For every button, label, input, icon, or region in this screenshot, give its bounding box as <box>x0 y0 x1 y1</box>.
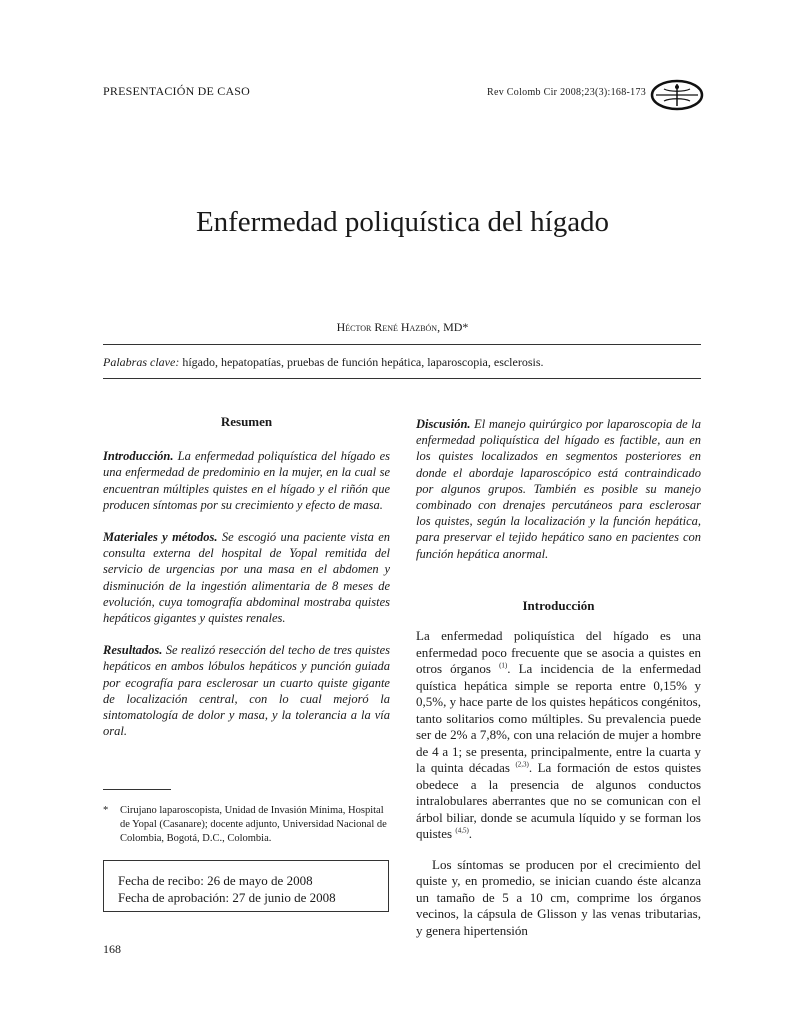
citation-ref: (2,3) <box>515 760 529 769</box>
abstract-intro-text: La enfermedad poliquística del hígado es una enfermedad de predominio en la mujer, en la cual se encuentran múltiples quistes en el hígado y el riñón que producen síntomas por su crecimiento y efecto de masa. <box>103 449 390 512</box>
section-label: PRESENTACIÓN DE CASO <box>103 84 251 98</box>
right-column <box>416 416 701 939</box>
author-footnote <box>103 804 390 846</box>
abstract-discussion <box>416 416 701 562</box>
journal-logo-icon <box>650 78 704 112</box>
intro-text-c: . La formación de estos quistes obedece a la presencia de algunos conductos intralobulares aberrantes que no se comunican con el árbol biliar, donde se acumula líquido y se forman los quistes <box>416 760 702 842</box>
footnote-divider <box>103 789 171 790</box>
abstract-discussion-text: El manejo quirúrgico por laparoscopia de la enfermedad poliquística del hígado es factible, aun en los quistes localizados en segmentos posteriores en donde el abordaje laparoscópico está contraindicado por algunos grupos. También es posible su manejo combinado con drenajes percutáneos para esclerosar los quistes, según la localización y la función hepática, para preservar el tejido hepático sano en pacientes con función hepática anormal. <box>416 417 701 561</box>
page-title: Enfermedad poliquística del hígado <box>195 206 610 238</box>
citation-ref: (1) <box>499 661 508 670</box>
author-suffix: , MD* <box>437 320 469 334</box>
footnote-text: Cirujano laparoscopista, Unidad de Invasión Mínima, Hospital de Yopal (Casanare); docente adjunto, Universidad Nacional de Colombia, Bogotá, D.C., Colombia. <box>120 805 387 844</box>
intro-text-b: . La incidencia de la enfermedad quística hepática simple se reporta entre 0,15% y 0,5%, y hace parte de los quistes hepáticos congénitos, tanto solitarios como múltiples. Su prevalencia puede ser de 2% a 7,8%, con una relación de mujer a hombre de 4 a 1; se presenta, principalmente, entre la cuarta y la quinta décadas <box>416 661 701 776</box>
abstract-left-column <box>103 414 390 739</box>
abstract-results <box>103 642 390 739</box>
introduction-paragraph-1 <box>416 628 701 843</box>
approved-date: Fecha de aprobación: 27 de junio de 2008 <box>118 890 336 905</box>
keywords-text: hígado, hepatopatías, pruebas de función hepática, laparoscopia, esclerosis. <box>179 355 544 369</box>
abstract-methods <box>103 529 390 626</box>
introduction-heading: Introducción <box>522 597 595 613</box>
author-last-name: René Hazbón <box>374 320 438 334</box>
footnote-mark: * <box>103 805 109 816</box>
author-line <box>0 320 805 335</box>
author-first-name: Héctor <box>336 320 372 334</box>
citation-ref: (4,5) <box>455 826 469 835</box>
intro-text-d: . <box>468 826 473 842</box>
abstract-heading: Resumen <box>220 414 273 429</box>
journal-citation: Rev Colomb Cir 2008;23(3):168-173 <box>487 87 647 98</box>
intro-text-a: La enfermedad poliquística del hígado es una enfermedad poco frecuente que se asocia a quistes en otros órganos <box>416 628 701 677</box>
keywords <box>103 355 544 370</box>
abstract-methods-label: Materiales y métodos. <box>103 530 218 545</box>
abstract-introduction <box>103 448 390 513</box>
divider <box>103 344 701 345</box>
abstract-intro-label: Introducción. <box>103 449 174 464</box>
abstract-results-text: Se realizó resección del techo de tres quistes hepáticos en ambos lóbulos hepáticos y punción guiada por ecografía para esclerosar un cuarto quiste gigante de localización central, con lo cual mejoró la sintomatología de dolor y masa, y la tolerancia a la vía oral. <box>103 643 390 739</box>
page-number: 168 <box>103 942 121 956</box>
introduction-paragraph-2: Los síntomas se producen por el crecimiento del quiste y, en promedio, se inician cuando éste alcanza un tamaño de 5 a 10 cm, comprime los órganos vecinos, la cápsula de Glisson y las venas tributarias, y genera hipertensión <box>416 856 701 938</box>
abstract-methods-text: Se escogió una paciente vista en consulta externa del hospital de Yopal remitida del servicio de urgencias por una masa en el abdomen y disminución de la ingestión alimentaria de 8 meses de evolución, cuya tomografía abdominal mostraba quistes hepáticos gigantes y quistes renales. <box>103 530 390 626</box>
abstract-results-label: Resultados. <box>103 643 163 658</box>
abstract-discussion-label: Discusión. <box>416 417 471 431</box>
received-date: Fecha de recibo: 26 de mayo de 2008 <box>118 873 313 888</box>
dates-box <box>103 860 389 912</box>
keywords-label: Palabras clave: <box>103 355 180 369</box>
divider <box>103 378 701 379</box>
